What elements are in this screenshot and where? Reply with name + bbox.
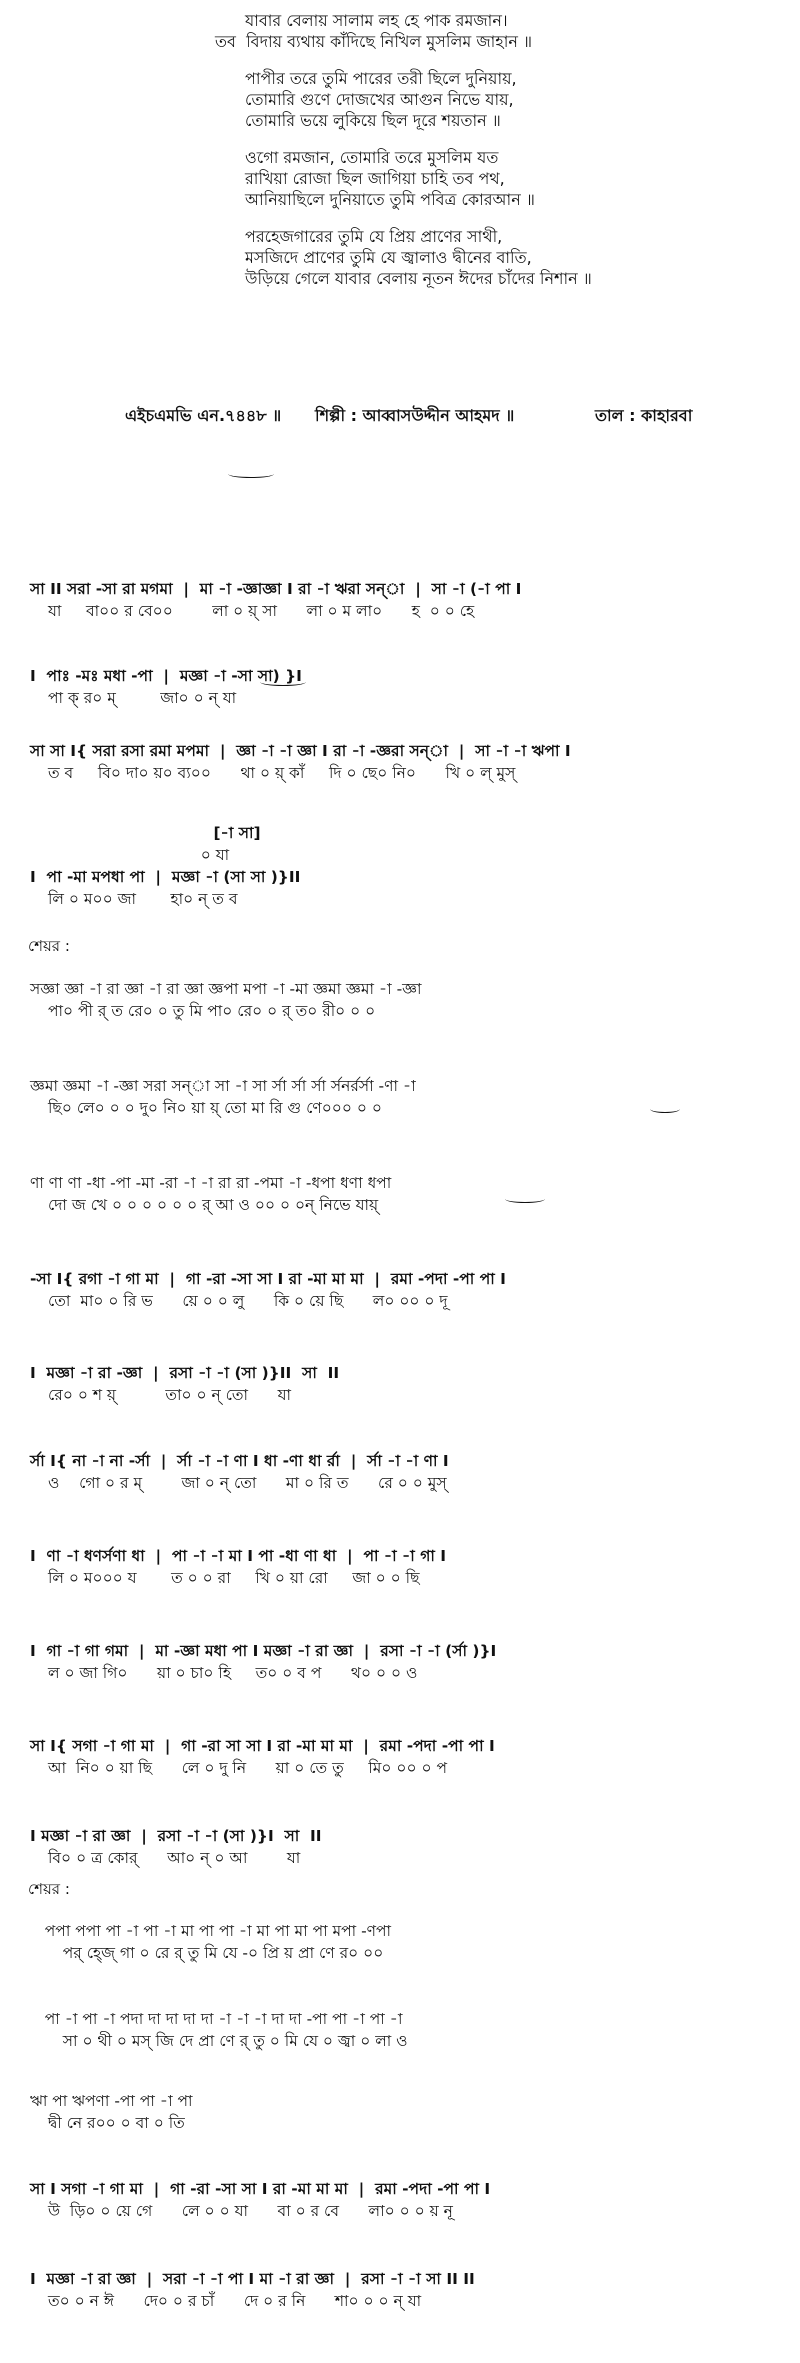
swara-line: I মজ্ঞা -া রা জ্ঞা | সরা -া -া পা I মা -া রা জ্ঞা | রসা -া -া সা II II (30, 2270, 475, 2288)
lyric-line: উড়িয়ে গেলে যাবার বেলায় নূতন ঈদের চাঁদের নিশান ॥ (245, 269, 592, 288)
lyric-syllable-line: লি ০ ম০০ জা হা০ ন্ ত ব (48, 890, 238, 908)
lyric-line: যাবার বেলায় সালাম লহ হে পাক রমজান। (245, 11, 508, 30)
swara-line: I মজ্ঞা -া রা জ্ঞা | রসা -া -া (সা )}I সা II (30, 1827, 322, 1845)
notation-block (0, 1362, 800, 1406)
swara-line: সা সা I{ সরা রসা রমা মপমা | জ্ঞা -া -া জ্ঞা I রা -া -জ্ঞরা সন্া | সা -া -া ঋপা I (30, 742, 571, 760)
notation-block (0, 1735, 800, 1779)
lyric-syllable-line: পা০ পী র্ ত রে০ ০ তু মি পা০ রে০ ০ র্ ত০ রী০ ০ ০ (48, 1002, 376, 1020)
lyric-line: মসজিদে প্রাণের তুমি যে জ্বালাও দ্বীনের বাতি, (245, 248, 532, 267)
swara-line: পপা পপা পা -া পা -া মা পা পা -া মা পা মা পা মপা -ণপা (30, 1922, 392, 1940)
swara-line: সা I{ সগা -া গা মা | গা -রা সা সা I রা -মা মা মা | রমা -পদা -পা পা I (30, 1737, 495, 1755)
lyric-line: রাখিয়া রোজা ছিল জাগিয়া চাহি তব পথ, (245, 169, 505, 188)
lyric-syllable-line: ল ০ জা গি০ য়া ০ চা০ হি ত০ ০ ব প থ০ ০ ০ ও (48, 1664, 418, 1682)
lyric-syllable-line: যা বা০০ র বে০০ লা ০ য়্ সা লা ০ ম লা০ হ ০ ০ হে (48, 602, 475, 620)
record-header (0, 403, 800, 498)
section-label-sheyor: শেয়র : (28, 1880, 70, 1898)
notation-block (0, 822, 800, 910)
swara-line: [-া সা] (30, 824, 261, 842)
notation-block (0, 740, 800, 784)
lyric-syllable-line: বি০ ০ ত্র কোর্ আ০ ন্ ০ আ যা (48, 1849, 301, 1867)
stanza (0, 10, 800, 52)
notation-block (0, 1075, 800, 1119)
lyric-line: পাপীর তরে তুমি পারের তরী ছিলে দুনিয়ায়, (245, 69, 517, 88)
notation-block (0, 2268, 800, 2312)
lyric-syllable-line: আ নি০ ০ য়া ছি লে ০ দু নি য়া ০ তে তু মি০ ০০ ০ প (48, 1759, 447, 1777)
lyric-syllable-line: রে০ ০ শ য়্ তা০ ০ ন্ তো যা (48, 1386, 292, 1404)
notation-block (0, 1545, 800, 1589)
notation-block (0, 2090, 800, 2134)
swara-line: সা I সগা -া গা মা | গা -রা -সা সা I রা -মা মা মা | রমা -পদা -পা পা I (30, 2180, 491, 2198)
stanza (0, 68, 800, 131)
lyric-line: তোমারি ভয়ে লুকিয়ে ছিল দূরে শয়তান ॥ (245, 111, 501, 130)
lyric-syllable-line: ত০ ০ ন ঈ দে০ ০ র চাঁ দে ০ র নি শা০ ০ ০ ন্ যা (48, 2292, 422, 2310)
song-lyrics (0, 10, 800, 305)
lyric-syllable-line: দো জ খে ০ ০ ০ ০ ০ ০ র্ আ ও ০০ ০ ০ন্ নিভে যায়্ (48, 1196, 379, 1214)
lyric-line: পরহেজগারের তুমি যে প্রিয় প্রাণের সাথী, (245, 227, 503, 246)
notation-block (0, 1920, 800, 1964)
swara-line: পা -া পা -া পদা দা দা দা দা -া -া -া দা দা -পা পা -া পা -া (30, 2010, 403, 2028)
lyric-syllable-line: দ্বী নে র০০ ০ বা ০ তি (48, 2114, 185, 2132)
section-label-sheyor: শেয়র : (28, 937, 70, 955)
notation-block (0, 978, 800, 1022)
swara-line: সজ্ঞা জ্ঞা -া রা জ্ঞা -া রা জ্ঞা জ্ঞপা মপা -া -মা জ্ঞমা জ্ঞমা -া -জ্ঞা (30, 980, 422, 998)
notation-block (0, 1268, 800, 1312)
notation-block (0, 2008, 800, 2052)
notation-block (0, 2178, 800, 2222)
swara-line: ণা ণা ণা -ধা -পা -মা -রা -া -া রা রা -পমা -া -ধপা ধণা ধপা (30, 1174, 392, 1192)
swara-line: জ্ঞমা জ্ঞমা -া -জ্ঞা সরা সন্া সা -া সা র্সা র্সা র্সা র্সনর্রর্সা -ণা -া (30, 1077, 416, 1095)
notation-block (0, 578, 800, 622)
lyric-syllable-line: ও গো ০ র ম্ জা ০ ন্ তো মা ০ রি ত রে ০ ০ মুস্ (48, 1474, 447, 1492)
swara-line: I গা -া গা গমা | মা -জ্ঞা মধা পা I মজ্ঞা -া রা জ্ঞা | রসা -া -া (র্সা )}I (30, 1642, 497, 1660)
swara-line: I পা -মা মপধা পা | মজ্ঞা -া (সা সা )}II (30, 868, 301, 886)
lyric-syllable-line: ছি০ লে০ ০ ০ দু০ নি০ য়া য়্ তো মা রি গু ণে০০০ ০ ০ (48, 1099, 382, 1117)
lyric-syllable-line: পর্ হে্জ্ গা ০ রে র্ তু মি যে -০ প্রি য় প্রা ণে র০ ০০ (48, 1944, 384, 1962)
swara-line: I মজ্ঞা -া রা -জ্ঞা | রসা -া -া (সা )}II সা II (30, 1364, 340, 1382)
lyric-syllable-line: তো মা০ ০ রি ভ য়ে ০ ০ লু কি ০ য়ে ছি ল০ ০০ ০ দূ (48, 1292, 448, 1310)
lyric-line: তোমারি গুণে দোজখের আগুন নিভে যায়, (245, 90, 514, 109)
swara-line: I ণা -া ধণর্সণা ধা | পা -া -া মা I পা -ধা ণা ধা | পা -া -া গা I (30, 1547, 447, 1565)
lyric-syllable-line: ০ যা (48, 846, 230, 864)
lyric-syllable-line: ত ব বি০ দা০ য়০ ব্য০০ থা ০ য়্ কাঁ দি ০ ছে০ নি০ খি ০ ল্ মুস্ (48, 764, 516, 782)
notation-block (0, 1450, 800, 1494)
swara-line: র্সা I{ না -া না -র্সা | র্সা -া -া ণা I ধা -ণা ধা র্রা | র্সা -া -া ণা I (30, 1452, 449, 1470)
stanza (0, 147, 800, 210)
slur-mark (228, 470, 274, 478)
lyric-syllable-line: পা ক্ র০ ম্ জা০ ০ ন্ যা (48, 689, 237, 707)
lyric-line: তব বিদায় ব্যথায় কাঁদিছে নিখিল মুসলিম জাহান ॥ (215, 32, 533, 51)
lyric-syllable-line: উ ড়ি০ ০ য়ে গে লে ০ ০ যা বা ০ র বে লা০ ০ ০ য় নূ (48, 2202, 453, 2220)
notation-block (0, 1640, 800, 1684)
lyric-line: আনিয়াছিলে দুনিয়াতে তুমি পবিত্র কোরআন ॥ (245, 190, 535, 209)
slur-mark (260, 678, 306, 686)
swara-line: I পাঃ -মঃ মধা -পা | মজ্ঞা -া -সা সা) }I (30, 667, 302, 685)
lyric-syllable-line: সা ০ থী ০ মস্ জি দে প্রা ণে র্ তু ০ মি যে ০ জ্বা ০ লা ও (48, 2032, 408, 2050)
lyric-syllable-line: লি ০ ম০০০ য ত ০ ০ রা খি ০ য়া রো জা ০ ০ ছি (48, 1569, 420, 1587)
notation-block (0, 665, 800, 709)
tal-label: তাল : কাহারবা (595, 406, 693, 425)
swara-line: ঋা পা ঋপণা -পা পা -া পা (30, 2092, 193, 2110)
lyric-line: ওগো রমজান, তোমারি তরে মুসলিম যত (245, 148, 499, 167)
slur-mark (505, 1195, 545, 1203)
stanza (0, 226, 800, 289)
record-number: এইচএমভি এন.৭৪৪৮ ॥ (125, 406, 282, 425)
swara-line: -সা I{ রগা -া গা মা | গা -রা -সা সা I রা -মা মা মা | রমা -পদা -পা পা I (30, 1270, 506, 1288)
notation-block (0, 1172, 800, 1216)
notation-block (0, 1825, 800, 1869)
swara-line: সা II সরা -সা রা মগমা | মা -া -জ্ঞাজ্ঞা I রা -া ঋরা সন্া | সা -া (-া পা I (30, 580, 522, 598)
slur-mark (650, 1105, 680, 1113)
artist-credit: শিল্পী : আব্বাসউদ্দীন আহমদ ॥ (315, 406, 515, 425)
